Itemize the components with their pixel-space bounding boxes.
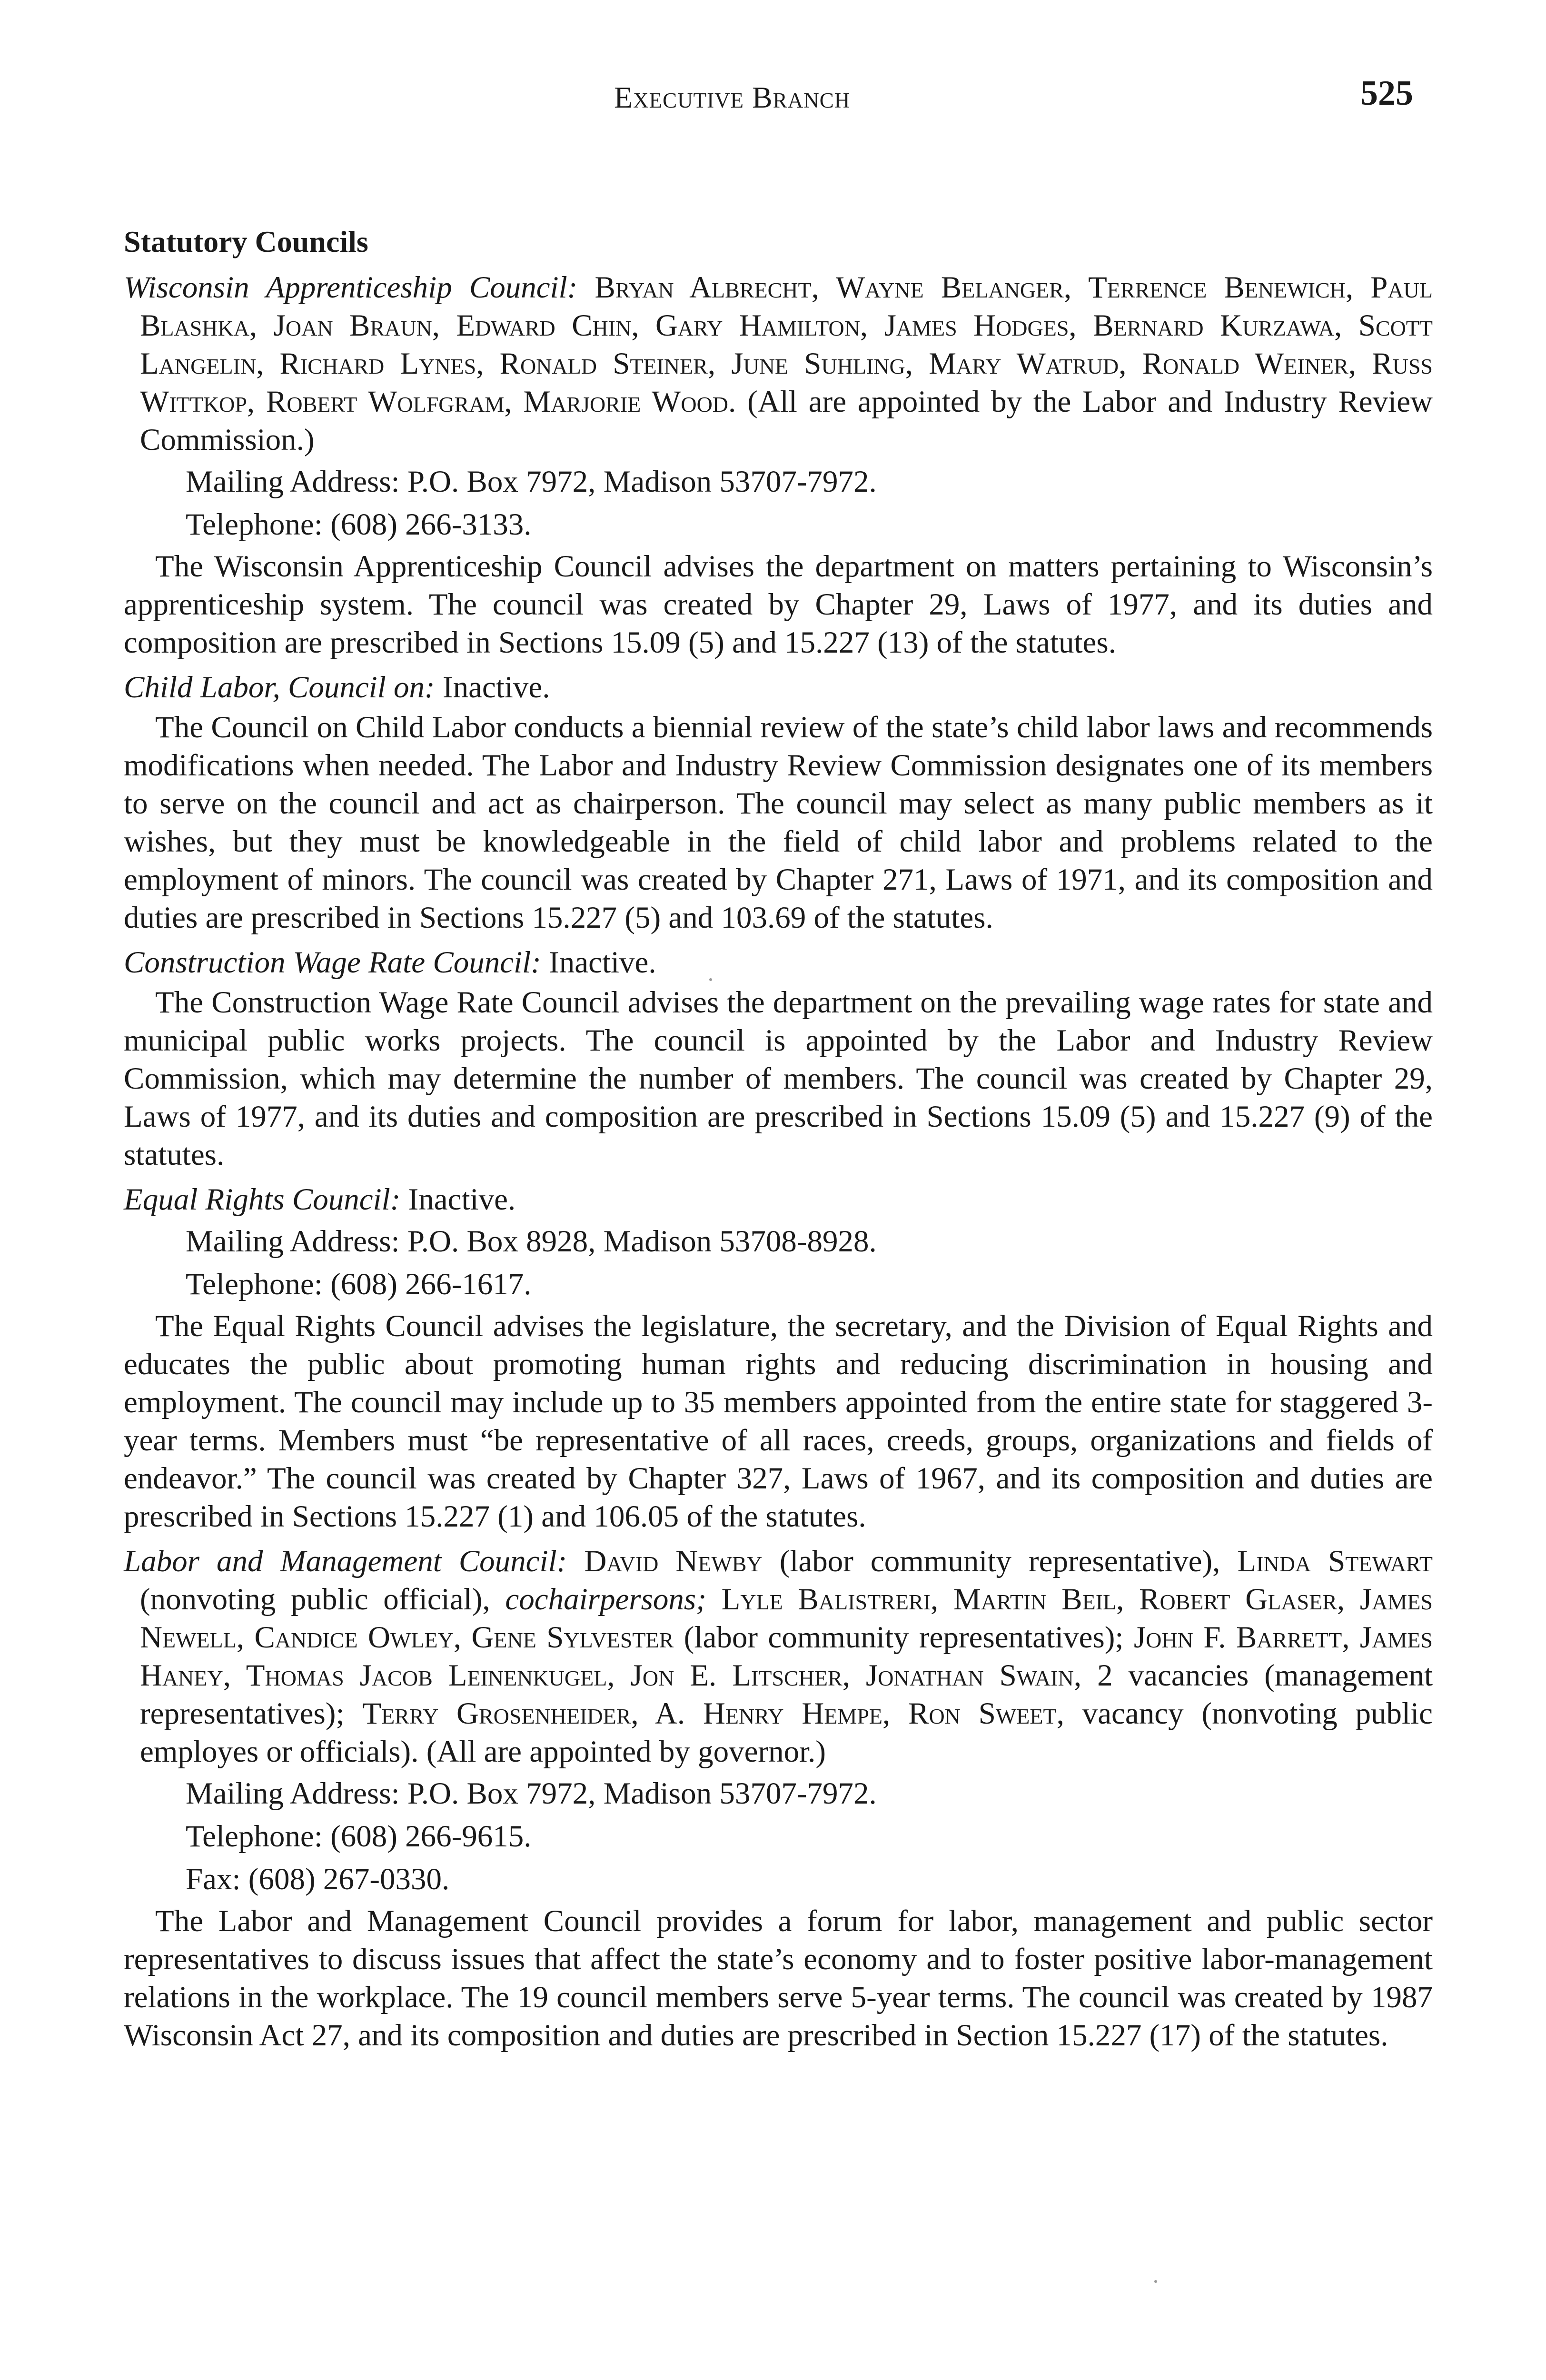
apprenticeship-description: The Wisconsin Apprenticeship Council advises the department on matters pertaining to Wisconsin’s apprenticeship system. The council was created by Chapter 29, Laws of 1977, and its duties and composition are prescribed in Sections 15.09 (5) and 15.227 (13) of the statutes.	[124, 549, 1433, 660]
construction-wage-description: The Construction Wage Rate Council advises the department on the prevailing wage rates for state and municipal public works projects. The council is appointed by the Labor and Industry Review Commission, which may determine the number of members. The council was created by Chapter 29, Laws of 1977, and its duties and composition are prescribed in Sections 15.09 (5) and 15.227 (9) of the statutes.	[124, 985, 1433, 1172]
equal-rights-council-status: Inactive.	[408, 1182, 516, 1217]
equal-rights-council-title: Equal Rights Council:	[124, 1182, 401, 1217]
apprenticeship-council-title: Wisconsin Apprenticeship Council:	[124, 270, 578, 305]
main-content	[124, 223, 1433, 2061]
public-role: vacancy (nonvoting public employes or officials).	[140, 1696, 1433, 1769]
running-title: Executive Branch	[614, 80, 851, 114]
child-labor-council-title: Child Labor, Council on:	[124, 670, 435, 704]
child-labor-description: The Council on Child Labor conducts a biennial review of the state’s child labor laws and recommends modifications when needed. The Labor and Industry Review Commission designates one of its members to serve on the council and act as chairperson. The council may select as many public members as it wishes, but they must be knowledgeable in the field of child labor and problems related to the employment of minors. The council was created by Chapter 271, Laws of 1971, and its composition and duties are prescribed in Sections 15.227 (5) and 103.69 of the statutes.	[124, 710, 1433, 935]
role-newby: (labor community representative),	[779, 1544, 1220, 1578]
running-header	[0, 67, 1546, 124]
child-labor-council-status: Inactive.	[442, 670, 550, 704]
labor-management-council-entry	[124, 1542, 1433, 1771]
equal-rights-council-entry	[124, 1180, 1433, 1219]
member-stewart: Linda Stewart	[1237, 1544, 1433, 1578]
equal-rights-description: The Equal Rights Council advises the legislature, the secretary, and the Division of Equal Rights and educates the public about promoting human rights and reducing discrimination in housing and employment. The council may include up to 35 members appointed from the entire state for staggered 3-year terms. Members must “be representative of all races, creeds, groups, organizations and fields of endeavor.” The council was created by Chapter 327, Laws of 1967, and its composition and duties are prescribed in Sections 15.227 (1) and 106.05 of the statutes.	[124, 1309, 1433, 1534]
labor-community-members: Lyle Balistreri, Martin Beil, Robert Glaser, James Newell, Candice Owley, Gene Sylvester	[140, 1582, 1433, 1655]
construction-wage-council-title: Construction Wage Rate Council:	[124, 945, 541, 980]
labor-management-appointment-note: (All are appointed by governor.)	[426, 1735, 826, 1769]
labor-community-role: (labor community representatives);	[684, 1620, 1124, 1655]
public-members: Terry Grosenheider, A. Henry Hempe, Ron Sweet,	[362, 1696, 1064, 1731]
management-members: John F. Barrett, James Haney, Thomas Jacob Leinenkugel, Jon E. Litscher, Jonathan Swain,	[140, 1620, 1433, 1693]
page-number: 525	[1360, 74, 1413, 113]
cochairpersons-label: cochairpersons;	[505, 1582, 706, 1616]
labor-management-mailing-address: Mailing Address: P.O. Box 7972, Madison 53707-7972.	[186, 1776, 877, 1811]
equal-rights-telephone: Telephone: (608) 266-1617.	[186, 1267, 532, 1301]
labor-management-council-title: Labor and Management Council:	[124, 1544, 567, 1578]
section-heading: Statutory Councils	[124, 225, 368, 258]
scan-speck	[1154, 2280, 1157, 2283]
construction-wage-council-status: Inactive.	[549, 945, 656, 980]
role-stewart: (nonvoting public official),	[140, 1582, 490, 1616]
scan-speck	[709, 978, 712, 981]
labor-management-description: The Labor and Management Council provides a forum for labor, management and public sector representatives to discuss issues that affect the state’s economy and to foster positive labor-management relations in the workplace. The 19 council members serve 5-year terms. The council was created by 1987 Wisconsin Act 27, and its composition and duties are prescribed in Section 15.227 (17) of the statutes.	[124, 1904, 1433, 2053]
construction-wage-council-entry	[124, 943, 1433, 982]
child-labor-council-entry	[124, 668, 1433, 706]
apprenticeship-council-members: Bryan Albrecht, Wayne Belanger, Terrence Benewich, Paul Blashka, Joan Braun, Edward Chin, Gary Hamilton, James Hodges, Bernard Kurzawa, Scott Langelin, Richard Lynes, Ronald Steiner, June Suhling, Mary Watrud, Ronald Weiner, Russ Wittkop, Robert Wolfgram, Marjorie Wood.	[140, 270, 1433, 419]
management-role: 2 vacancies (management representatives);	[140, 1658, 1433, 1731]
labor-management-telephone: Telephone: (608) 266-9615.	[186, 1819, 532, 1854]
labor-management-fax: Fax: (608) 267-0330.	[186, 1862, 450, 1896]
member-newby: David Newby	[584, 1544, 763, 1578]
apprenticeship-mailing-address: Mailing Address: P.O. Box 7972, Madison 53707-7972.	[186, 465, 877, 499]
equal-rights-mailing-address: Mailing Address: P.O. Box 8928, Madison 53708-8928.	[186, 1224, 877, 1259]
apprenticeship-council-entry	[124, 268, 1433, 459]
apprenticeship-appointment-note: (All are appointed by the Labor and Industry Review Commission.)	[140, 385, 1433, 457]
apprenticeship-telephone: Telephone: (608) 266-3133.	[186, 507, 532, 542]
